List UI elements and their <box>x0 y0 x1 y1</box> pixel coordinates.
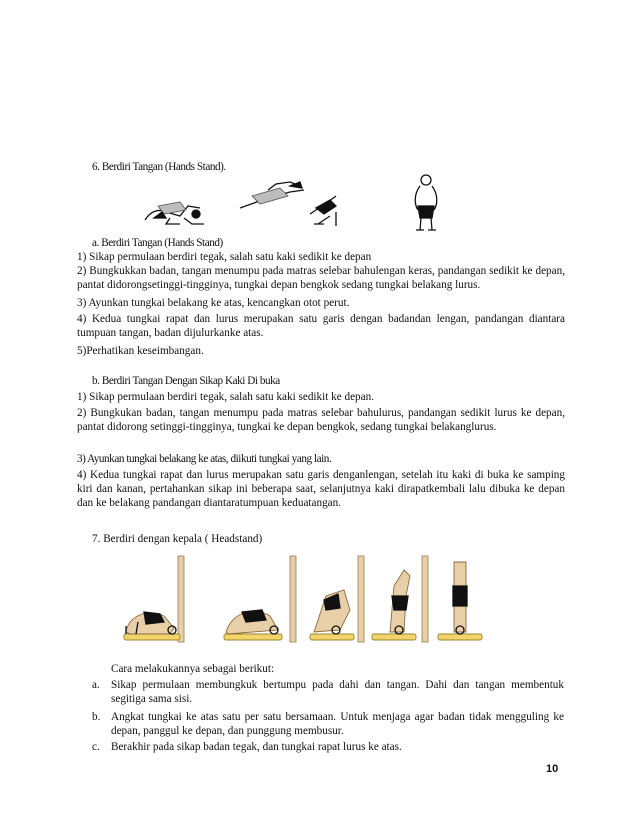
step-6b-1: 1) Sikap permulaan berdiri tegak, salah satu kaki sedikit ke depan. <box>77 391 374 403</box>
subsection-6b-heading: b. Berdiri Tangan Dengan Sikap Kaki Di buka <box>92 375 280 387</box>
list-item-b: Angkat tungkai ke atas satu per satu bersamaan. Untuk menjaga agar badan tidak mengguling ke depan, panggul ke depan, dan punggung membusur. <box>111 711 564 737</box>
handstand-illustration <box>140 172 450 232</box>
step-6b-4: 4) Kedua tungkai rapat dan lurus merupakan satu garis denganlengan, setelah itu kaki di buka ke samping kiri dan kanan, pertahankan sikap ini beberapa saat, selanjutnya kaki dirapatkembali lalu dibuka ke depan dan ke belakang pandangan diantaratumpuan keduatangan. <box>77 469 565 509</box>
step-6b-3: 3) Ayunkan tungkai belakang ke atas, diikuti tungkai yang lain. <box>77 453 332 465</box>
step-6a-4: 4) Kedua tungkai rapat dan lurus merupakan satu garis dengan badandan lengan, pandangan diantara tumpuan tangan, badan dijulurkanke atas. <box>77 313 565 339</box>
step-6a-1: 1) Sikap permulaan berdiri tegak, salah satu kaki sedikit ke depan <box>77 251 372 263</box>
step-6b-2: 2) Bungkukan badan, tangan menumpu pada matras selebar bahulurus, pandangan sedikit lurus ke depan, pantat didorong setinggi-tingginya, tungkai ke depan bengkok, sedang tungkai belakanglurus. <box>77 407 565 433</box>
step-6a-2: 2) Bungkukkan badan, tangan menumpu pada matras selebar bahulengan keras, pandangan sedikit ke depan, pantat didorongsetinggi-tingginya, tungkai depan bengkok sedang tungkai belakang lurus. <box>77 265 565 291</box>
step-6a-3: 3) Ayunkan tungkai belakang ke atas, kencangkan otot perut. <box>77 297 350 309</box>
list-label-b: b. <box>92 711 101 723</box>
list-label-a: a. <box>92 679 100 691</box>
step-6a-5: 5)Perhatikan keseimbangan. <box>77 345 204 357</box>
section-7-heading: 7. Berdiri dengan kepala ( Headstand) <box>92 533 263 545</box>
headstand-illustration <box>114 556 486 646</box>
list-item-c: Berakhir pada sikap badan tegak, dan tungkai rapat lurus ke atas. <box>111 741 402 753</box>
list-label-c: c. <box>92 741 100 753</box>
subsection-6a-heading: a. Berdiri Tangan (Hands Stand) <box>92 237 223 249</box>
section-6-heading: 6. Berdiri Tangan (Hands Stand). <box>92 161 226 173</box>
list-item-a: Sikap permulaan membungkuk bertumpu pada dahi dan tangan. Dahi dan tangan membentuk segitiga sama sisi. <box>111 679 564 705</box>
page-number: 10 <box>546 763 559 775</box>
section-7-intro: Cara melakukannya sebagai berikut: <box>111 663 275 675</box>
